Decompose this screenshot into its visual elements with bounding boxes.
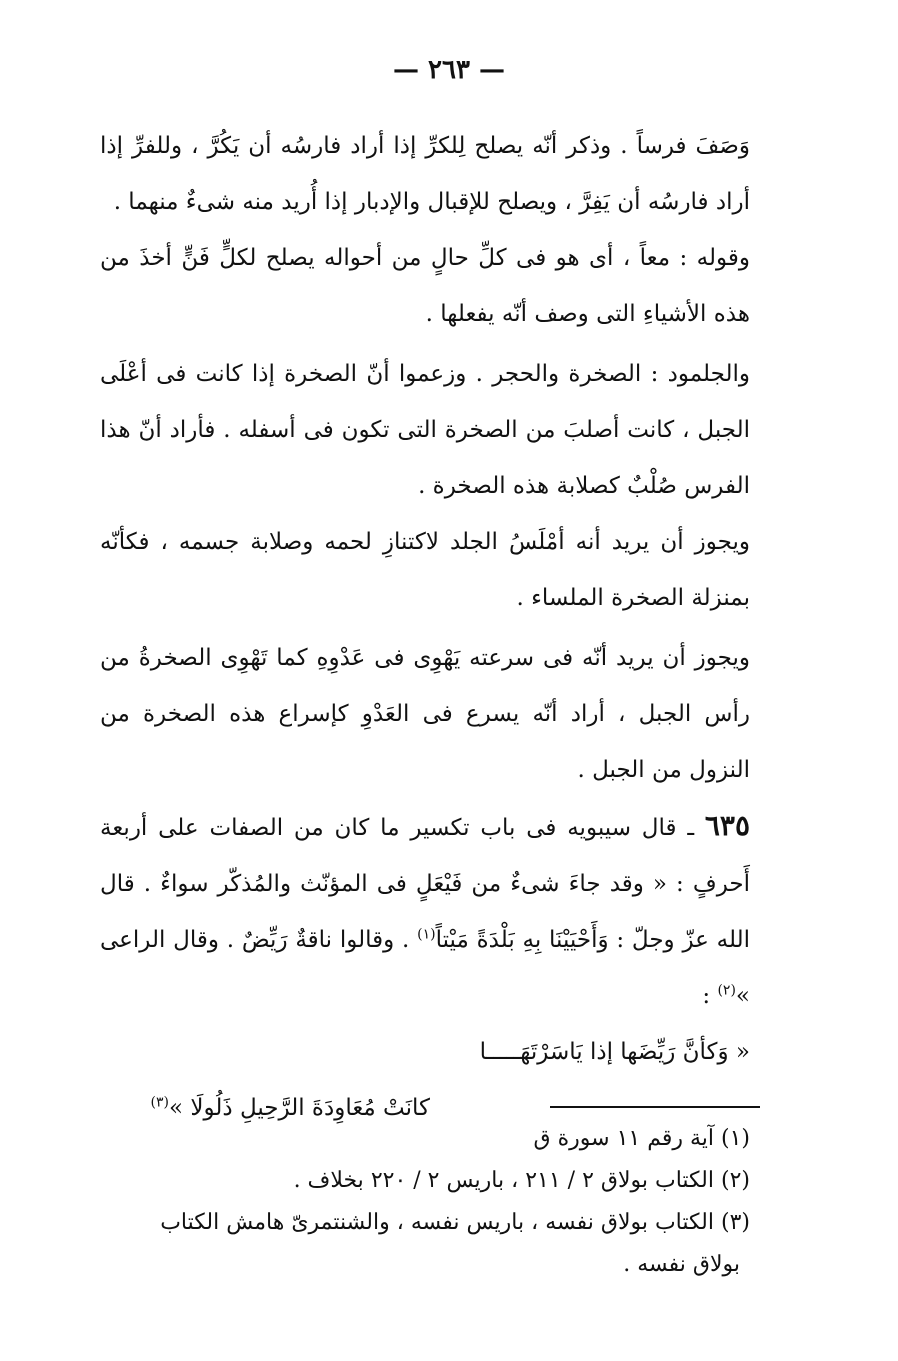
- page-number: — ٢٦٣ —: [392, 55, 506, 85]
- paragraph-2: وقوله : معاً ، أى هو فى كلِّ حالٍ من أحواله يصلح لكلٍّ فَنٍّ أخذَ من هذه الأشياءِ التى وصف أنّه يفعلها .: [100, 245, 750, 327]
- entry-text-2: . وقالوا ناقةٌ رَيِّضٌ . وقال الراعى »: [100, 927, 750, 1009]
- footnote-3: (٣) الكتاب بولاق نفسه ، باريس نفسه ، والشنتمرىّ هامش الكتاب: [160, 1210, 750, 1235]
- entry-number: ٦٣٥: [704, 809, 751, 842]
- main-text: [100, 118, 750, 1136]
- entry-text-1: قال سيبويه فى باب تكسير ما كان من الصفات على أربعة أَحرفٍ : « وقد جاءَ شىءٌ من فَيْعَلٍ فى المؤنّث والمُذكّر سواءٌ . قال الله عزّ وجلّ : وَأَحْيَيْنَا بِهِ بَلْدَةً مَيْتاً: [100, 815, 750, 953]
- footnotes: [100, 1118, 750, 1286]
- entry-text-3: :: [702, 983, 711, 1009]
- footnote-3-continued: بولاق نفسه .: [623, 1252, 740, 1277]
- footnote-2: (٢) الكتاب بولاق ٢ / ٢١١ ، باريس ٢ / ٢٢٠ بخلاف .: [293, 1168, 750, 1193]
- entry-635: [100, 798, 750, 1024]
- verse-line-2-text: كانَتْ مُعَاوِدَةَ الرَّحِيلِ ذَلُولَا »: [169, 1095, 430, 1121]
- paragraph-1: وَصَفَ فرساً . وذكر أنّه يصلح لِلكرِّ إذا أراد فارسُه أن يَكُرَّ ، وللفرِّ إذا أراد فارسُه أن يَفِرَّ ، ويصلح للإقبال والإدبار إذا أُريد منه شىءٌ منهما .: [100, 133, 750, 215]
- paragraph-3: والجلمود : الصخرة والحجر . وزعموا أنّ الصخرة إذا كانت فى أعْلَى الجبل ، كانت أصلبَ من الصخرة التى تكون فى أسفله . فأراد أنّ هذا الفرس صُلْبٌ كصلابة هذه الصخرة .: [100, 361, 750, 499]
- entry-dash: ـ: [687, 815, 695, 841]
- footnote-1: (١) آية رقم ١١ سورة ق: [533, 1126, 750, 1151]
- footnote-ref-3[interactable]: (٣): [150, 1094, 169, 1111]
- paragraph-5: ويجوز أن يريد أنّه فى سرعته يَهْوِى فى عَدْوِهِ كما تَهْوِى الصخرةُ من رأس الجبل ، أراد أنّه يسرع فى العَدْوِ كإسراع هذه الصخرة من النزول من الجبل .: [100, 645, 750, 783]
- footnote-ref-2[interactable]: (٢): [717, 982, 736, 999]
- footnote-ref-1[interactable]: (١): [417, 926, 436, 943]
- footnote-divider: [550, 1106, 760, 1108]
- verse-line-1: « وَكأنَّ رَيِّضَها إذا يَاسَرْتَهَـــــا: [479, 1039, 750, 1065]
- paragraph-4: ويجوز أن يريد أنه أمْلَسُ الجلد لاكتنازِ لحمه وصلابة جسمه ، فكأنّه بمنزلة الصخرة الملساء .: [100, 529, 750, 611]
